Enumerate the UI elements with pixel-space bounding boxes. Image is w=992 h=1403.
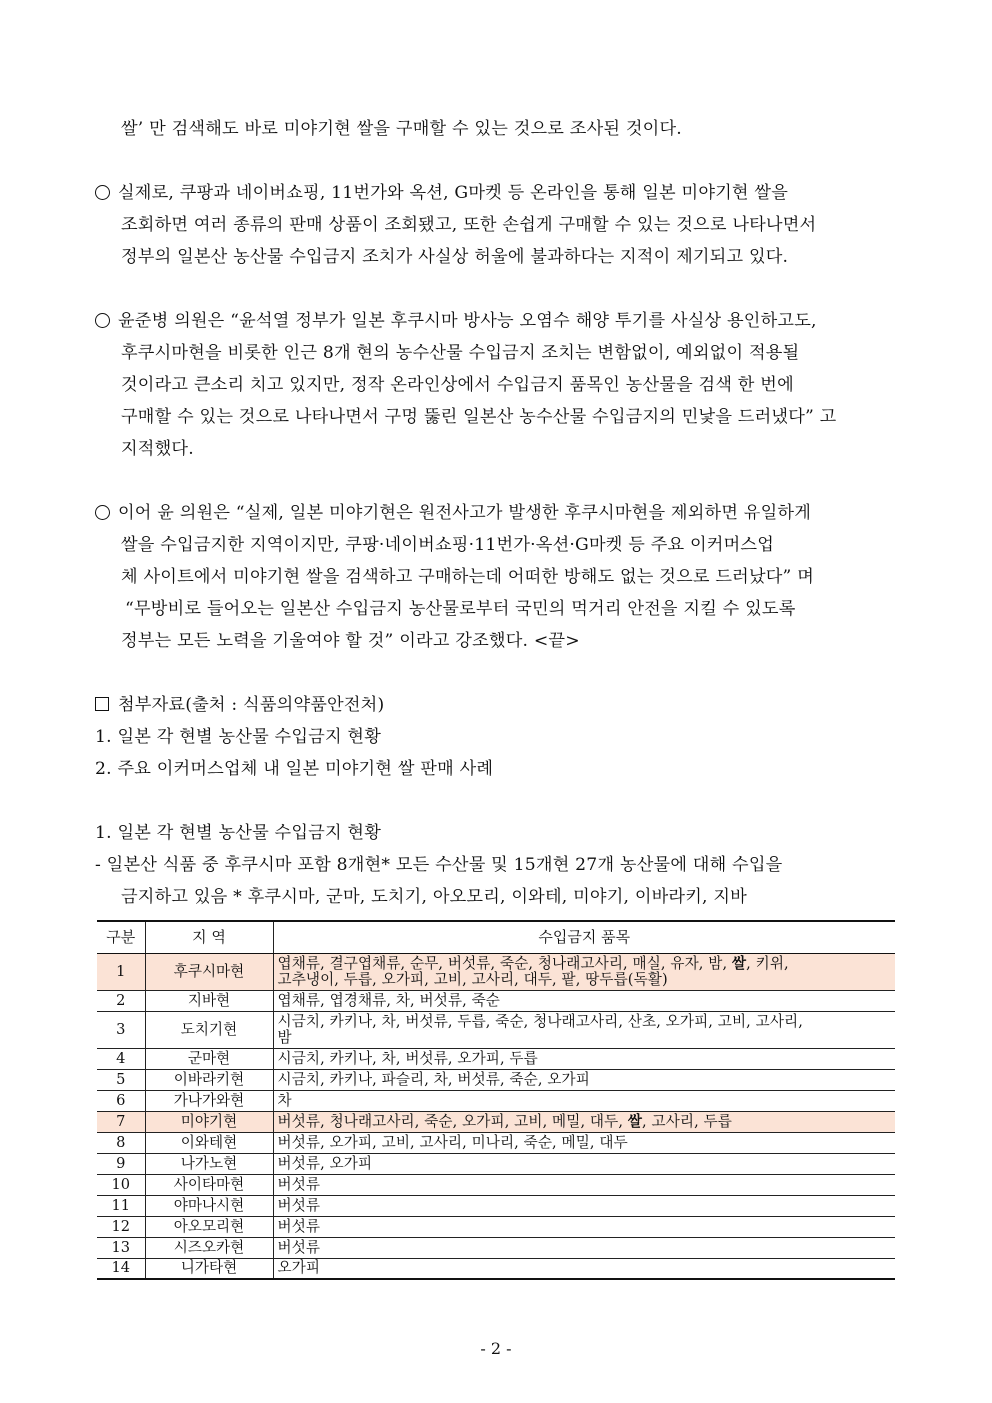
row-number: 7: [97, 1111, 145, 1132]
table-row: [97, 1090, 895, 1111]
row-items: 버섯류, 오가피, 고비, 고사리, 미나리, 죽순, 메밀, 대두: [273, 1132, 895, 1153]
row-number: 6: [97, 1090, 145, 1111]
table-row: [97, 1153, 895, 1174]
bullet-paragraph-2-line-4: 구매할 수 있는 것으로 나타나면서 구멍 뚫린 일본산 농수산물 수입금지의 민낯을 드러냈다” 고: [121, 407, 837, 427]
table-row: [97, 953, 895, 990]
row-number: 3: [97, 1011, 145, 1048]
bullet-paragraph-1-line-3: 정부의 일본산 농산물 수입금지 조치가 사실상 허울에 불과하다는 지적이 제기되고 있다.: [121, 247, 789, 267]
attachment-item-2: 2. 주요 이커머스업체 내 일본 미야기현 쌀 판매 사례: [95, 759, 494, 779]
circle-bullet-icon: [95, 185, 110, 200]
row-items: 버섯류: [273, 1237, 895, 1258]
row-number: 2: [97, 990, 145, 1011]
table-row: [97, 1069, 895, 1090]
checkbox-square-icon: [95, 697, 109, 711]
row-region: 나가노현: [145, 1153, 273, 1174]
row-region: 가나가와현: [145, 1090, 273, 1111]
row-number: 4: [97, 1048, 145, 1069]
import-ban-table: [97, 920, 895, 1280]
row-number: 12: [97, 1216, 145, 1237]
row-number: 14: [97, 1258, 145, 1279]
row-items: 엽채류, 결구엽채류, 순무, 버섯류, 죽순, 청나래고사리, 매실, 유자, 밤, 쌀, 키위, 고추냉이, 두릅, 오가피, 고비, 고사리, 대두, 팥, 땅두릅(독활): [273, 953, 895, 990]
row-region: 군마현: [145, 1048, 273, 1069]
row-items: 버섯류, 청나래고사리, 죽순, 오가피, 고비, 메밀, 대두, 쌀, 고사리, 두릅: [273, 1111, 895, 1132]
header-category: 구분: [97, 921, 145, 953]
table-row: [97, 1132, 895, 1153]
bullet-paragraph-3-line-5: 정부는 모든 노력을 기울여야 할 것” 이라고 강조했다. <끝>: [121, 631, 580, 651]
section-1-description-line-2: 금지하고 있음 * 후쿠시마, 군마, 도치기, 아오모리, 이와테, 미야기, 이바라키, 지바: [121, 887, 747, 907]
attachment-item-1: 1. 일본 각 현별 농산물 수입금지 현황: [95, 727, 382, 747]
continuation-line: 쌀’ 만 검색해도 바로 미야기현 쌀을 구매할 수 있는 것으로 조사된 것이다.: [121, 119, 682, 139]
circle-bullet-icon: [95, 505, 110, 520]
row-items: 오가피: [273, 1258, 895, 1279]
table-row: [97, 1048, 895, 1069]
row-region: 니가타현: [145, 1258, 273, 1279]
row-number: 1: [97, 953, 145, 990]
bullet-paragraph-1-line-1: 실제로, 쿠팡과 네이버쇼핑, 11번가와 옥션, G마켓 등 온라인을 통해 일본 미야기현 쌀을: [95, 181, 788, 205]
page-number: - 2 -: [480, 1339, 512, 1358]
bullet-paragraph-3-line-2: 쌀을 수입금지한 지역이지만, 쿠팡·네이버쇼핑·11번가·옥션·G마켓 등 주요 이커머스업: [121, 535, 775, 555]
row-items: 버섯류: [273, 1174, 895, 1195]
bullet-paragraph-3-line-3: 체 사이트에서 미야기현 쌀을 검색하고 구매하는데 어떠한 방해도 없는 것으로 드러났다” 며: [121, 567, 815, 587]
table-row: [97, 1011, 895, 1048]
row-region: 아오모리현: [145, 1216, 273, 1237]
header-region: 지 역: [145, 921, 273, 953]
bullet-paragraph-2-line-2: 후쿠시마현을 비롯한 인근 8개 현의 농수산물 수입금지 조치는 변함없이, 예외없이 적용될: [121, 343, 800, 363]
row-region: 사이타마현: [145, 1174, 273, 1195]
table-row: [97, 1258, 895, 1279]
row-region: 시즈오카현: [145, 1237, 273, 1258]
attachments-heading: 첨부자료(출처 : 식품의약품안전처): [95, 693, 384, 717]
row-number: 5: [97, 1069, 145, 1090]
row-number: 10: [97, 1174, 145, 1195]
row-region: 도치기현: [145, 1011, 273, 1048]
bullet-paragraph-2-line-5: 지적했다.: [121, 439, 194, 459]
row-items: 시금치, 카키나, 파슬리, 차, 버섯류, 죽순, 오가피: [273, 1069, 895, 1090]
bullet-paragraph-1-line-2: 조회하면 여러 종류의 판매 상품이 조회됐고, 또한 손쉽게 구매할 수 있는 것으로 나타나면서: [121, 215, 817, 235]
row-items: 차: [273, 1090, 895, 1111]
bullet-paragraph-3-line-1: 이어 윤 의원은 “실제, 일본 미야기현은 원전사고가 발생한 후쿠시마현을 제외하면 유일하게: [95, 501, 811, 525]
rice-highlight: 쌀: [731, 954, 747, 972]
header-banned-items: 수입금지 품목: [273, 921, 895, 953]
table-row: [97, 1174, 895, 1195]
table-row: [97, 990, 895, 1011]
section-1-title: 1. 일본 각 현별 농산물 수입금지 현황: [95, 823, 382, 843]
row-number: 9: [97, 1153, 145, 1174]
row-items: 버섯류, 오가피: [273, 1153, 895, 1174]
row-region: 이바라키현: [145, 1069, 273, 1090]
table-row: [97, 1195, 895, 1216]
table-header-row: [97, 921, 895, 953]
row-number: 8: [97, 1132, 145, 1153]
row-items: 버섯류: [273, 1195, 895, 1216]
row-items: 시금치, 카키나, 차, 버섯류, 오가피, 두릅: [273, 1048, 895, 1069]
bullet-paragraph-2-line-3: 것이라고 큰소리 치고 있지만, 정작 온라인상에서 수입금지 품목인 농산물을 검색 한 번에: [121, 375, 794, 395]
circle-bullet-icon: [95, 313, 110, 328]
row-items: 엽채류, 엽경채류, 차, 버섯류, 죽순: [273, 990, 895, 1011]
row-region: 지바현: [145, 990, 273, 1011]
bullet-paragraph-2-line-1: 윤준병 의원은 “윤석열 정부가 일본 후쿠시마 방사능 오염수 해양 투기를 사실상 용인하고도,: [95, 309, 817, 333]
rice-highlight: 쌀: [627, 1112, 643, 1130]
row-region: 미야기현: [145, 1111, 273, 1132]
row-items: 버섯류: [273, 1216, 895, 1237]
row-region: 야마나시현: [145, 1195, 273, 1216]
table-row: [97, 1237, 895, 1258]
bullet-paragraph-3-line-4: “무방비로 들어오는 일본산 수입금지 농산물로부터 국민의 먹거리 안전을 지킬 수 있도록: [125, 599, 796, 619]
table-row: [97, 1216, 895, 1237]
row-region: 후쿠시마현: [145, 953, 273, 990]
section-1-description-line-1: - 일본산 식품 중 후쿠시마 포함 8개현* 모든 수산물 및 15개현 27개 농산물에 대해 수입을: [95, 855, 783, 875]
row-number: 13: [97, 1237, 145, 1258]
row-region: 이와테현: [145, 1132, 273, 1153]
row-number: 11: [97, 1195, 145, 1216]
row-items: 시금치, 카키나, 차, 버섯류, 두릅, 죽순, 청나래고사리, 산초, 오가피, 고비, 고사리, 밤: [273, 1011, 895, 1048]
table-row: [97, 1111, 895, 1132]
